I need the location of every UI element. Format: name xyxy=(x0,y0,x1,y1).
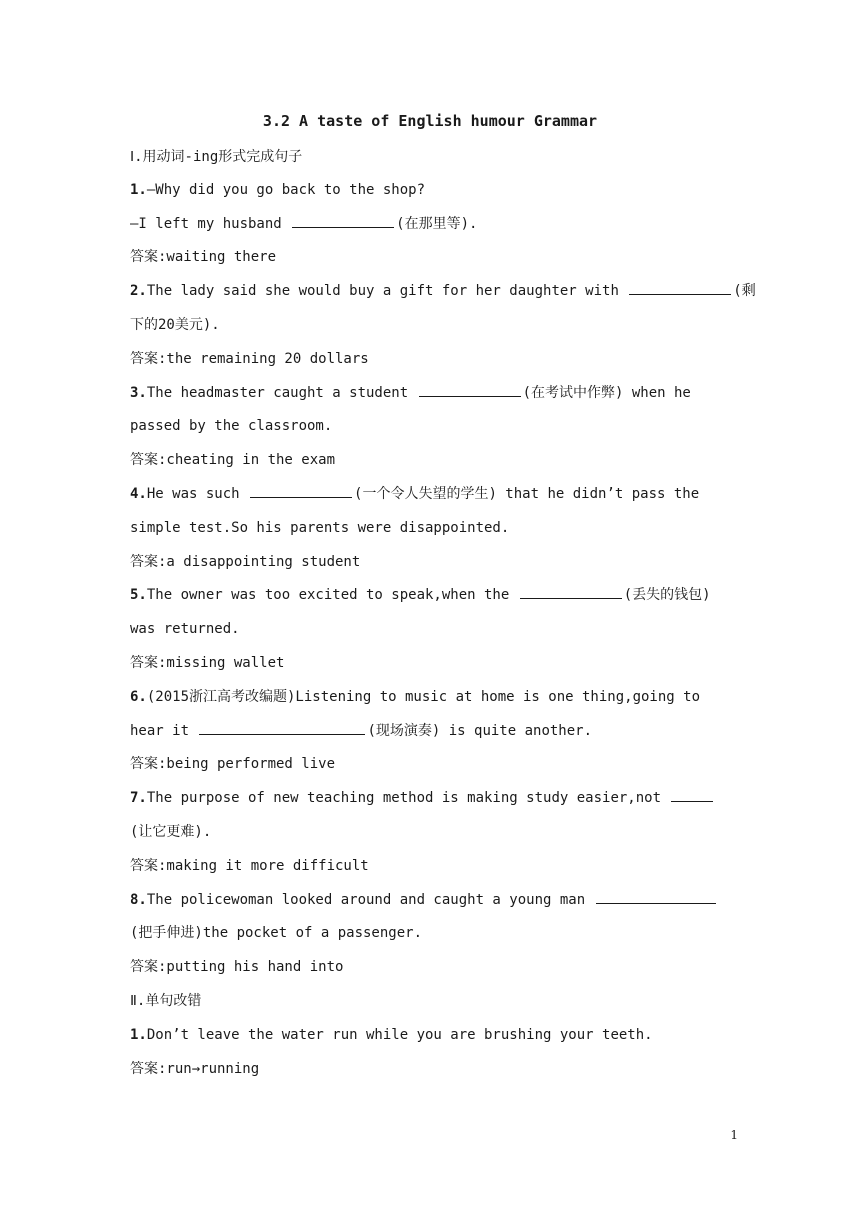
question-number: 8. xyxy=(130,892,147,908)
answer-7: 答案:making it more difficult xyxy=(130,858,369,874)
question-number: 4. xyxy=(130,486,147,502)
answer-3: 答案:cheating in the exam xyxy=(130,452,336,468)
correction-answer-1: 答案:run→running xyxy=(130,1061,260,1077)
answer-5: 答案:missing wallet xyxy=(130,655,285,671)
question-3-line-1: 3.The headmaster caught a student (在考试中作弊) when he xyxy=(130,382,732,404)
answer-2: 答案:the remaining 20 dollars xyxy=(130,351,369,367)
question-number: 5. xyxy=(130,587,147,603)
answer-blank[interactable] xyxy=(596,889,716,904)
answer-blank[interactable] xyxy=(671,787,713,802)
answer-blank[interactable] xyxy=(292,213,394,228)
answer-blank[interactable] xyxy=(250,483,352,498)
answer-blank[interactable] xyxy=(520,584,622,599)
question-number: 1. xyxy=(130,182,147,198)
question-number: 1. xyxy=(130,1027,147,1043)
answer-1: 答案:waiting there xyxy=(130,249,277,265)
question-3-line-2: passed by the classroom. xyxy=(130,418,333,434)
answer-6: 答案:being performed live xyxy=(130,756,336,772)
question-5-line-2: was returned. xyxy=(130,621,240,637)
answer-blank[interactable] xyxy=(629,280,731,295)
question-7-line-2: (让它更难). xyxy=(130,824,212,840)
section-heading-2: Ⅱ.单句改错 xyxy=(130,993,202,1009)
question-7-line-1: 7.The purpose of new teaching method is making study easier,not xyxy=(130,787,732,809)
section-heading-1: Ⅰ.用动词-ing形式完成句子 xyxy=(130,149,303,165)
answer-blank[interactable] xyxy=(199,720,365,735)
question-8-line-1: 8.The policewoman looked around and caught a young man xyxy=(130,889,732,911)
question-number: 2. xyxy=(130,283,147,299)
question-2-line-1: 2.The lady said she would buy a gift for her daughter with (剩 xyxy=(130,280,732,302)
page-number: 1 xyxy=(730,1128,738,1142)
question-4-line-2: simple test.So his parents were disappointed. xyxy=(130,520,510,536)
answer-4: 答案:a disappointing student xyxy=(130,554,361,570)
page-title: 3.2 A taste of English humour Grammar xyxy=(262,112,598,130)
question-8-line-2: (把手伸进)the pocket of a passenger. xyxy=(130,925,423,941)
answer-8: 答案:putting his hand into xyxy=(130,959,344,975)
question-1-line-2: —I left my husband (在那里等). xyxy=(130,213,732,235)
question-6-line-1: 6.(2015浙江高考改编题)Listening to music at home is one thing,going to xyxy=(130,689,701,705)
question-6-line-2: hear it (现场演奏) is quite another. xyxy=(130,720,732,742)
question-1-line-1: 1.—Why did you go back to the shop? xyxy=(130,182,426,198)
question-number: 7. xyxy=(130,790,147,806)
question-5-line-1: 5.The owner was too excited to speak,when the (丢失的钱包) xyxy=(130,584,732,606)
answer-blank[interactable] xyxy=(419,382,521,397)
question-2-line-2: 下的20美元). xyxy=(130,317,220,333)
question-number: 3. xyxy=(130,385,147,401)
correction-1: 1.Don’t leave the water run while you are brushing your teeth. xyxy=(130,1027,653,1043)
question-number: 6. xyxy=(130,689,147,705)
question-4-line-1: 4.He was such (一个令人失望的学生) that he didn’t pass the xyxy=(130,483,732,505)
